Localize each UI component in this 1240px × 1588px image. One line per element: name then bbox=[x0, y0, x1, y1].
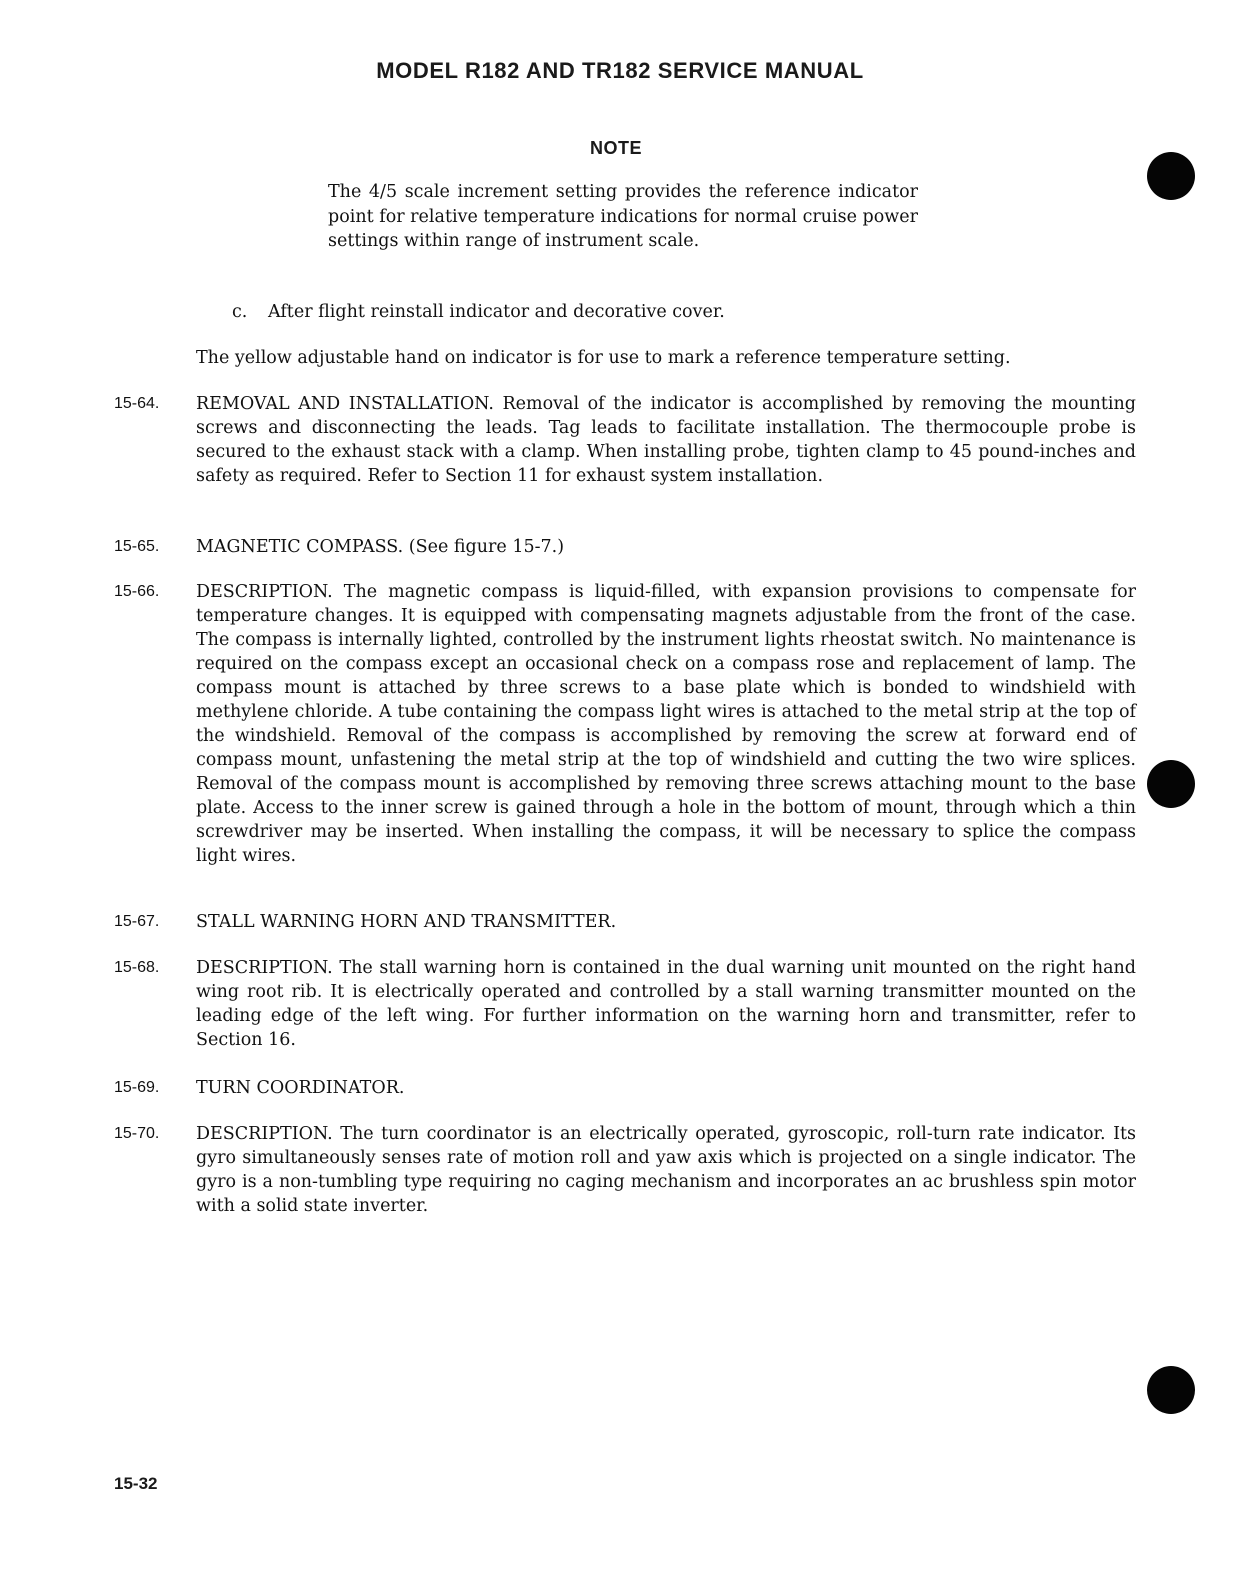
paragraph-number: 15-64. bbox=[114, 395, 160, 412]
paragraph-number: 15-68. bbox=[114, 959, 160, 976]
binder-hole-middle bbox=[1147, 760, 1195, 808]
yellow-hand-text: The yellow adjustable hand on indicator is for use to mark a reference temperature setting. bbox=[196, 348, 1011, 368]
paragraph-number: 15-70. bbox=[114, 1125, 160, 1142]
paragraph-15-65 bbox=[114, 535, 1136, 559]
paragraph-15-69 bbox=[114, 1076, 1136, 1100]
step-c-label: c. bbox=[232, 302, 248, 322]
paragraph-number: 15-69. bbox=[114, 1079, 160, 1096]
paragraph-text: TURN COORDINATOR. bbox=[196, 1078, 405, 1098]
binder-hole-top bbox=[1147, 152, 1195, 200]
paragraph-text: REMOVAL AND INSTALLATION. Removal of the indicator is accomplished by removing the mounting screws and disconnecting the leads. Tag leads to facilitate installation. The thermocouple probe is secured to the exhaust stack with a clamp. When installing probe, tighten clamp to 45 pound-inches and safety as required. Refer to Section 11 for exhaust system installation. bbox=[196, 394, 1136, 486]
paragraph-15-67 bbox=[114, 910, 1136, 934]
paragraph-number: 15-65. bbox=[114, 538, 160, 555]
binder-hole-bottom bbox=[1147, 1366, 1195, 1414]
note-text: The 4/5 scale increment setting provides the reference indicator point for relative temperature indications for normal cruise power settings within range of instrument scale. bbox=[328, 182, 918, 251]
paragraph-text: MAGNETIC COMPASS. (See figure 15-7.) bbox=[196, 537, 565, 557]
paragraph-text: DESCRIPTION. The stall warning horn is contained in the dual warning unit mounted on the right hand wing root rib. It is electrically operated and controlled by a stall warning transmitter mounted on the leading edge of the left wing. For further information on the warning horn and transmitter, refer to Section 16. bbox=[196, 958, 1136, 1050]
paragraph-number: 15-67. bbox=[114, 913, 160, 930]
paragraph-number: 15-66. bbox=[114, 583, 160, 600]
paragraph-text: DESCRIPTION. The turn coordinator is an electrically operated, gyroscopic, roll-turn rate indicator. Its gyro simultaneously senses rate of motion roll and yaw axis which is projected on a single indicator. The gyro is a non-tumbling type requiring no caging mechanism and incorporates an ac brushless spin motor with a solid state inverter. bbox=[196, 1124, 1136, 1216]
paragraph-15-66 bbox=[114, 580, 1136, 868]
step-c-text: After flight reinstall indicator and decorative cover. bbox=[268, 302, 725, 322]
paragraph-15-70 bbox=[114, 1122, 1136, 1218]
page-number: 15-32 bbox=[114, 1474, 158, 1493]
paragraph-text: DESCRIPTION. The magnetic compass is liquid-filled, with expansion provisions to compensate for temperature changes. It is equipped with compensating magnets adjustable from the front of the case. The compass is internally lighted, controlled by the instrument lights rheostat switch. No maintenance is required on the compass except an occasional check on a compass rose and replacement of lamp. The compass mount is attached by three screws to a base plate which is bonded to windshield with methylene chloride. A tube containing the compass light wires is attached to the metal strip at the top of the windshield. Removal of the compass is accomplished by removing the screw at forward end of compass mount, unfastening the metal strip at the top of windshield and cutting the two wire splices. Removal of the compass mount is accomplished by removing three screws attaching mount to the base plate. Access to the inner screw is gained through a hole in the bottom of mount, through which a thin screwdriver may be inserted. When installing the compass, it will be necessary to splice the compass light wires. bbox=[196, 582, 1136, 866]
paragraph-15-68 bbox=[114, 956, 1136, 1052]
page-title: MODEL R182 AND TR182 SERVICE MANUAL bbox=[376, 58, 864, 83]
paragraph-text: STALL WARNING HORN AND TRANSMITTER. bbox=[196, 912, 617, 932]
step-c bbox=[232, 300, 932, 325]
note-heading: NOTE bbox=[590, 138, 643, 158]
paragraph-15-64 bbox=[114, 392, 1136, 488]
